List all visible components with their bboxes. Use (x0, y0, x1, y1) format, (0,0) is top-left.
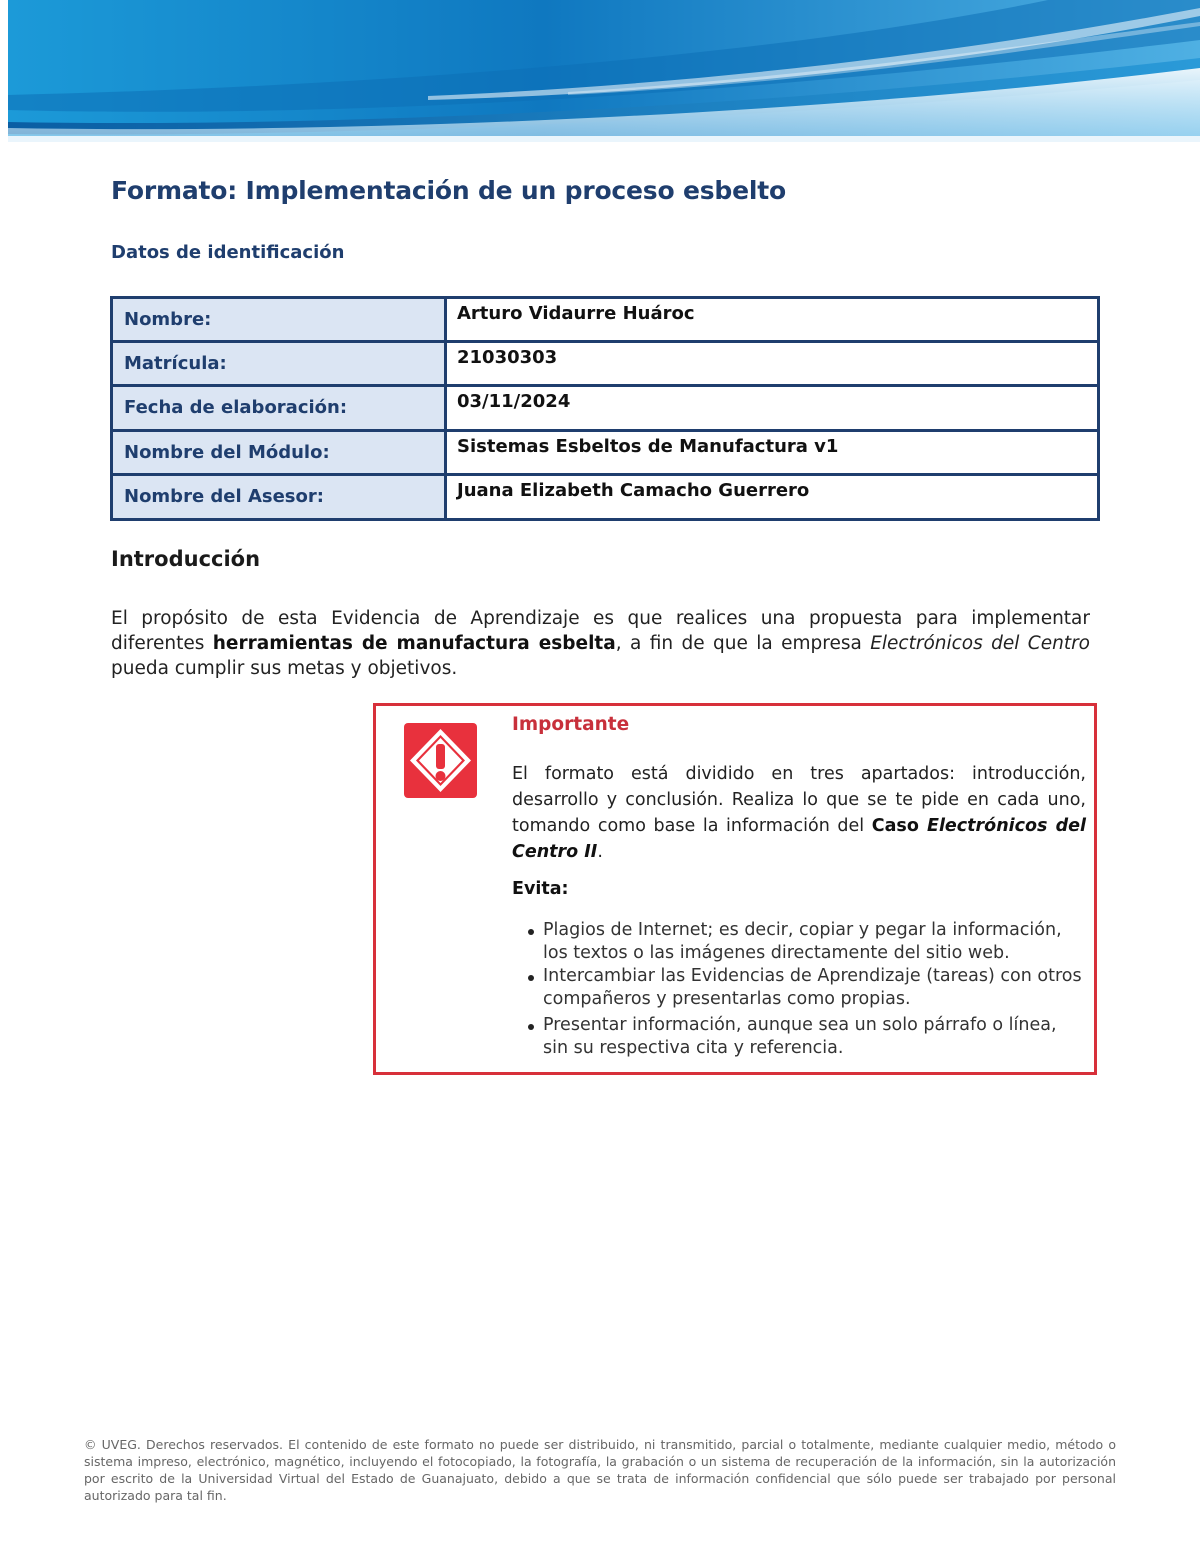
important-content (512, 714, 1086, 1060)
date-value: 03/11/2024 (446, 386, 1099, 431)
date-label: Fecha de elaboración: (112, 386, 446, 431)
list-item-text: Presentar información, aunque sea un solo párrafo o línea, sin su respectiva cita y referencia. (543, 1015, 1057, 1058)
warning-icon (404, 723, 477, 798)
identification-table (110, 296, 1100, 521)
bullet-icon (528, 929, 534, 935)
advisor-label: Nombre del Asesor: (112, 475, 446, 520)
module-value: Sistemas Esbeltos de Manufactura v1 (446, 431, 1099, 475)
important-title: Importante (512, 714, 630, 735)
introduction-heading: Introducción (111, 547, 261, 571)
table-row (112, 298, 1099, 342)
avoid-list (512, 919, 1086, 1060)
module-label: Nombre del Módulo: (112, 431, 446, 475)
name-label: Nombre: (112, 298, 446, 342)
important-text: El formato está dividido en tres apartados: introducción, desarrollo y conclusión. Realiza lo que se te pide en cada uno, tomando como base la información del (512, 764, 1086, 836)
copyright-footer: © UVEG. Derechos reservados. El contenido de este formato no puede ser distribuido, ni transmitido, parcial o totalmente, mediante cualquier medio, método o sistema impreso, electrónico, magnético, incluyendo el fotocopiado, la fotografía, la grabación o un sistema de recuperación de la información, sin la autorización por escrito de la Universidad Virtual del Estado de Guanajuato, debido a que se trata de información confidencial que sólo puede ser trabajado por personal autorizado para tal fin. (84, 1437, 1116, 1503)
bullet-icon (528, 975, 534, 981)
avoid-label: Evita: (512, 879, 569, 899)
list-item (512, 919, 1086, 965)
enrollment-label: Matrícula: (112, 342, 446, 386)
important-notice-box (373, 703, 1097, 1075)
bullet-icon (528, 1024, 534, 1030)
table-row (112, 342, 1099, 386)
section-subtitle: Datos de identificación (111, 242, 345, 263)
important-case-name: Electrónicos del Centro II (512, 816, 1086, 862)
enrollment-value: 21030303 (446, 342, 1099, 386)
important-text-end: . (597, 842, 603, 862)
list-item (512, 1014, 1086, 1060)
intro-italic-text: Electrónicos del Centro (870, 633, 1090, 654)
intro-text-2: , a fin de que la empresa (615, 633, 871, 654)
header-banner (8, 0, 1200, 142)
page-title: Formato: Implementación de un proceso esbelto (111, 176, 786, 205)
list-item-text: Intercambiar las Evidencias de Aprendizaje (tareas) con otros compañeros y presentarlas como propias. (543, 966, 1082, 1009)
important-paragraph (512, 761, 1086, 865)
list-item (512, 965, 1086, 1011)
important-bold-text: Caso (871, 816, 927, 836)
table-row (112, 386, 1099, 431)
intro-text-1: El propósito de esta Evidencia de Aprendizaje es que realices una propuesta para implementar diferentes (111, 608, 1090, 654)
advisor-value: Juana Elizabeth Camacho Guerrero (446, 475, 1099, 520)
intro-bold-text: herramientas de manufactura esbelta (212, 633, 616, 654)
table-row (112, 475, 1099, 520)
list-item-text: Plagios de Internet; es decir, copiar y pegar la información, los textos o las imágenes directamente del sitio web. (543, 920, 1062, 963)
introduction-paragraph (111, 606, 1090, 681)
name-value: Arturo Vidaurre Huároc (446, 298, 1099, 342)
intro-text-3: pueda cumplir sus metas y objetivos. (111, 658, 458, 679)
table-row (112, 431, 1099, 475)
